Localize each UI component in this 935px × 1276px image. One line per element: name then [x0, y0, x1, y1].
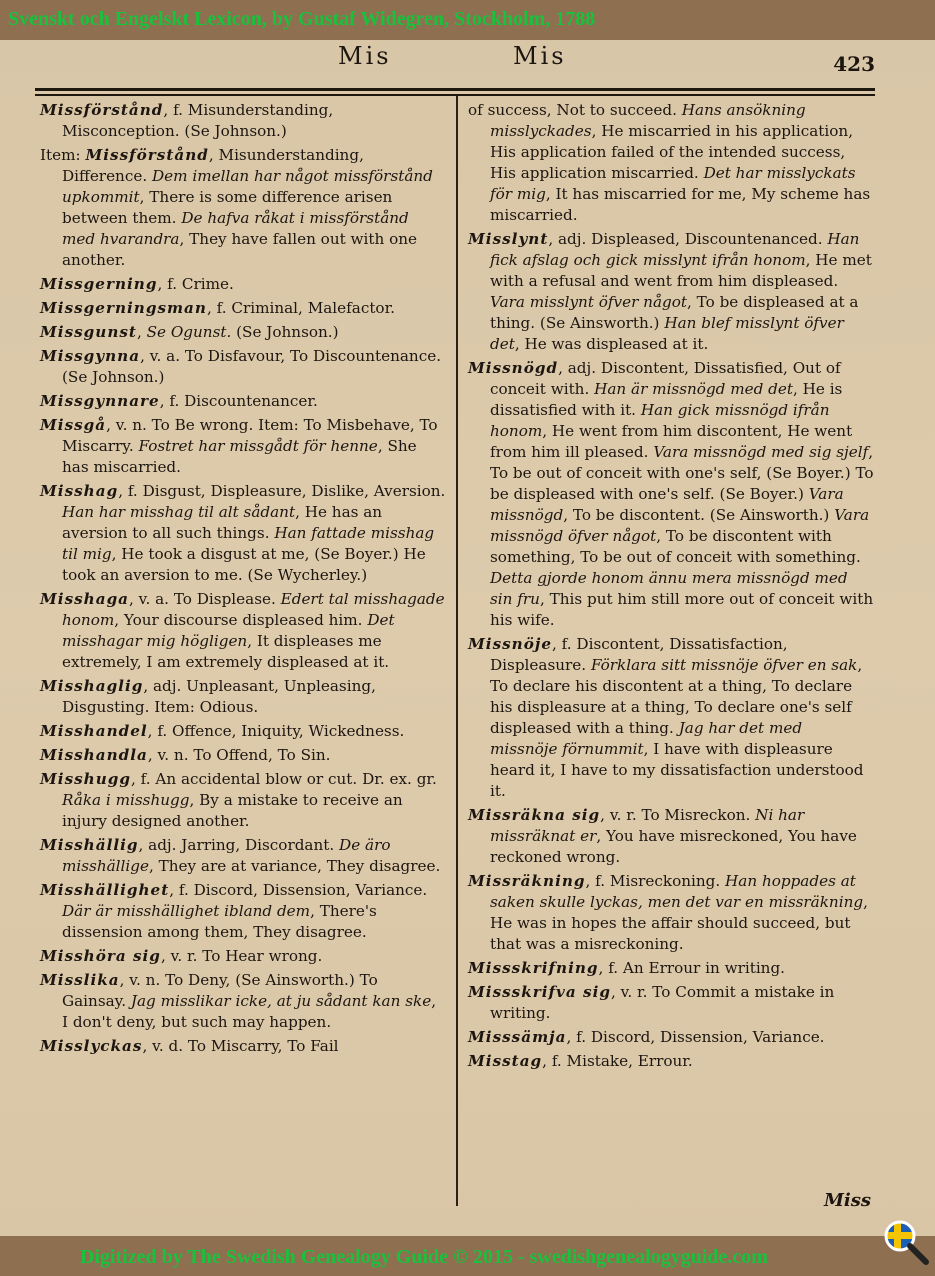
definition-text: , adj. Discontent, Dissatisfied, Out of conceit with.	[490, 359, 841, 398]
column-divider	[456, 96, 458, 1206]
dictionary-entry	[468, 229, 874, 355]
dictionary-entry	[40, 880, 446, 943]
definition-text: , Your discourse displeased him.	[114, 611, 368, 629]
definition-text: , adj. Jarring, Discordant.	[138, 836, 340, 854]
definition-text: , v. d. To Miscarry, To Fail	[142, 1037, 339, 1055]
dictionary-entry	[40, 274, 446, 295]
swedish-phrase: Vara missnögd	[490, 485, 844, 524]
swedish-phrase: Råka i misshugg	[62, 791, 190, 809]
dictionary-entry	[468, 100, 874, 226]
site-title: Svenskt och Engelskt Lexicon, by Gustaf Widegren, Stockholm, 1788	[8, 8, 596, 30]
definition-text: , f. Misunderstanding, Misconception. (Se Johnson.)	[62, 101, 334, 140]
definition-text: , f. Discord, Dissension, Variance.	[566, 1028, 825, 1046]
headword: Misshandel	[40, 722, 148, 740]
dictionary-entry	[40, 970, 446, 1033]
definition-text: , She has miscarried.	[62, 437, 417, 476]
definition-text: , v. r. To Hear wrong.	[160, 947, 323, 965]
swedish-phrase: De hafva råkat i missförstånd med hvarandra	[62, 209, 409, 248]
definition-text: , f. Crime.	[157, 275, 234, 293]
headword: Missnögd	[468, 359, 559, 377]
dictionary-entry	[40, 769, 446, 832]
dictionary-entry	[468, 958, 874, 979]
definition-text: , f. An Errour in writing.	[598, 959, 786, 977]
headword: Missförstånd	[85, 146, 209, 164]
footer-credit: Digitized by The Swedish Genealogy Guide © 2015 - swedishgenealogyguide.com	[80, 1246, 768, 1268]
swedish-phrase: Vara missnögd öfver något	[490, 506, 870, 545]
headword: Missgå	[40, 416, 107, 434]
dictionary-entry	[468, 1051, 874, 1072]
dictionary-entry	[40, 322, 446, 343]
definition-text: , He was displeased at it.	[514, 335, 709, 353]
dictionary-entry	[40, 145, 446, 271]
dictionary-entry	[468, 1027, 874, 1048]
swedish-phrase: Förklara sitt missnöje öfver en sak	[590, 656, 858, 674]
headword: Missräkna sig	[468, 806, 601, 824]
definition-text: , He has an aversion to all such things.	[62, 503, 383, 542]
definition-text: , He took a disgust at me, (Se Boyer.) He took an aversion to me. (Se Wycherley.)	[62, 545, 426, 584]
definition-text: , He met with a refusal and went from him displeased.	[490, 251, 872, 290]
definition-text: (Se Johnson.)	[231, 323, 339, 341]
definition-text: , He is dissatisfied with it.	[490, 380, 843, 419]
swedish-phrase: Han blef misslynt öfver det	[490, 314, 844, 353]
headword: Misssämja	[468, 1028, 567, 1046]
definition-text: , adj. Displeased, Discountenanced.	[548, 230, 828, 248]
definition-text: , f. Criminal, Malefactor.	[206, 299, 395, 317]
definition-text: , To be discontent with something, To be out of conceit with something.	[490, 527, 861, 566]
dictionary-entry	[40, 100, 446, 142]
definition-text: , f. Discountenancer.	[159, 392, 318, 410]
definition-text: , You have misreckoned, You have reckoned wrong.	[490, 827, 857, 866]
swedish-phrase: Han hoppades at saken skulle lyckas, men det var en missräkning	[490, 872, 864, 911]
swedish-phrase: Ni har missräknat er	[490, 806, 805, 845]
definition-text: , He was in hopes the affair should succeed, but that was a misreckoning.	[490, 893, 868, 953]
definition-text: , v. n. To Be wrong. Item: To Misbehave, To Miscarry.	[62, 416, 438, 455]
headword: Missskrifning	[468, 959, 599, 977]
definition-text: , f. Discord, Dissension, Variance.	[169, 881, 428, 899]
headword: Misshällighet	[40, 881, 170, 899]
headword: Missskrifva sig	[468, 983, 611, 1001]
definition-text: , f. Offence, Iniquity, Wickedness.	[147, 722, 405, 740]
swedish-phrase: Det misshagar mig högligen	[62, 611, 395, 650]
swedish-phrase: Han är missnögd med det	[594, 380, 793, 398]
definition-text: , f. Misreckoning.	[585, 872, 726, 890]
definition-text: , To be displeased at a thing. (Se Ainsworth.)	[490, 293, 859, 332]
definition-text: , v. r. To Commit a mistake in writing.	[490, 983, 835, 1022]
swedish-phrase: Jag misslikar icke, at ju sådant kan ske	[130, 992, 432, 1010]
headword: Missgunst	[40, 323, 137, 341]
magnifier-sweden-flag-icon[interactable]	[880, 1216, 932, 1268]
right-column	[468, 100, 874, 1075]
headword: Misslyckas	[40, 1037, 143, 1055]
definition-text: , f. Disgust, Displeasure, Dislike, Aversion.	[118, 482, 446, 500]
definition-text: , I don't deny, but such may happen.	[62, 992, 437, 1031]
headword: Missförstånd	[40, 101, 164, 119]
swedish-phrase: Detta gjorde honom ännu mera missnögd med sin fru	[490, 569, 848, 608]
dictionary-entry	[40, 391, 446, 412]
definition-text: , v. n. To Deny, (Se Ainsworth.) To Gainsay.	[62, 971, 378, 1010]
page-number: 423	[833, 52, 875, 76]
swedish-phrase: Vara missnögd med sig sjelf	[653, 443, 869, 461]
swedish-phrase: Hans ansökning misslyckades	[490, 101, 806, 140]
definition-text: , He went from him discontent, He went from him ill pleased.	[490, 422, 853, 461]
headword: Misshöra sig	[40, 947, 161, 965]
headword: Missgynna	[40, 347, 141, 365]
swedish-phrase: De äro misshällige	[62, 836, 391, 875]
dictionary-entry	[40, 745, 446, 766]
dictionary-entry	[40, 835, 446, 877]
swedish-phrase: Edert tal misshagade honom	[62, 590, 445, 629]
swedish-phrase: Han gick missnögd ifrån honom	[490, 401, 830, 440]
dictionary-entry	[40, 676, 446, 718]
swedish-phrase: Där är misshällighet ibland dem	[62, 902, 311, 920]
headword: Misshag	[40, 482, 119, 500]
headword: Misshaga	[40, 590, 130, 608]
definition-text: of success, Not to succeed.	[468, 101, 682, 119]
definition-text: , It displeases me extremely, I am extremely displeased at it.	[62, 632, 390, 671]
definition-text: ,	[136, 323, 147, 341]
header-rule	[35, 88, 875, 91]
headword: Missgerning	[40, 275, 158, 293]
dictionary-entry	[468, 358, 874, 631]
dictionary-entry	[40, 481, 446, 586]
running-head-right: Mis	[513, 42, 567, 70]
definition-text: , It has miscarried for me, My scheme has miscarried.	[490, 185, 871, 224]
dictionary-entry	[40, 589, 446, 673]
definition-text: , f. Mistake, Errour.	[542, 1052, 693, 1070]
dictionary-entry	[40, 415, 446, 478]
headword: Missgerningsman	[40, 299, 207, 317]
definition-text: , v. a. To Displease.	[129, 590, 281, 608]
swedish-phrase: Han har misshag til alt sådant	[62, 503, 296, 521]
definition-text: , f. Discontent, Dissatisfaction, Displeasure.	[490, 635, 788, 674]
dictionary-entry	[468, 982, 874, 1024]
definition-text: , There's dissension among them, They disagree.	[62, 902, 377, 941]
dictionary-entry	[468, 871, 874, 955]
definition-text: Item:	[40, 146, 86, 164]
definition-text: , To be out of conceit with one's self, (Se Boyer.) To be displeased with one's self. (Se Boyer.)	[490, 443, 874, 503]
definition-text: , I have with displeasure heard it, I have to my dissatisfaction understood it.	[490, 740, 864, 800]
definition-text: , adj. Unpleasant, Unpleasing, Disgusting. Item: Odious.	[62, 677, 376, 716]
dictionary-entry	[40, 946, 446, 967]
headword: Misshandla	[40, 746, 148, 764]
headword: Missgynnare	[40, 392, 160, 410]
definition-text: , They have fallen out with one another.	[62, 230, 418, 269]
dictionary-entry	[40, 721, 446, 742]
dictionary-entry	[40, 346, 446, 388]
swedish-phrase: Fostret har missgådt för henne	[138, 437, 378, 455]
headword: Misslynt	[468, 230, 549, 248]
running-head-left: Mis	[338, 42, 392, 70]
headword: Misslika	[40, 971, 120, 989]
left-column	[40, 100, 446, 1060]
definition-text: , By a mistake to receive an injury designed another.	[62, 791, 403, 830]
definition-text: , They are at variance, They disagree.	[148, 857, 441, 875]
swedish-phrase: Vara misslynt öfver något	[490, 293, 687, 311]
definition-text: , f. An accidental blow or cut. Dr. ex. gr.	[131, 770, 437, 788]
header-rule-thin	[35, 94, 875, 96]
headword: Misstag	[468, 1052, 543, 1070]
headword: Missräkning	[468, 872, 586, 890]
definition-text: , This put him still more out of conceit with his wife.	[490, 590, 874, 629]
definition-text: , To be discontent. (Se Ainsworth.)	[563, 506, 835, 524]
dictionary-entry	[40, 298, 446, 319]
definition-text: , v. a. To Disfavour, To Discountenance. (Se Johnson.)	[62, 347, 442, 386]
headword: Misshugg	[40, 770, 132, 788]
definition-text: , He miscarried in his application, His application failed of the intended success, His application miscarried.	[490, 122, 854, 182]
dictionary-entry	[468, 805, 874, 868]
swedish-phrase: Det har misslyckats för mig	[490, 164, 856, 203]
definition-text: , v. n. To Offend, To Sin.	[147, 746, 331, 764]
catchword: Miss	[823, 1190, 871, 1211]
definition-text: , v. r. To Misreckon.	[600, 806, 756, 824]
swedish-phrase: Dem imellan har något missförstånd upkommit	[62, 167, 433, 206]
dictionary-entry	[40, 1036, 446, 1057]
dictionary-entry	[468, 634, 874, 802]
swedish-phrase: Jag har det med missnöje förnummit	[490, 719, 803, 758]
headword: Missnöje	[468, 635, 553, 653]
swedish-phrase: Se Ogunst.	[146, 323, 232, 341]
definition-text: , To declare his discontent at a thing, To declare his displeasure at a thing, To declare one's self displeased with a thing.	[490, 656, 863, 737]
swedish-phrase: Han fattade misshag til mig	[62, 524, 435, 563]
headword: Misshaglig	[40, 677, 144, 695]
swedish-phrase: Han fick afslag och gick misslynt ifrån honom	[490, 230, 860, 269]
headword: Misshällig	[40, 836, 139, 854]
definition-text: , There is some difference arisen between them.	[62, 188, 393, 227]
definition-text: , Misunderstanding, Difference.	[62, 146, 364, 185]
